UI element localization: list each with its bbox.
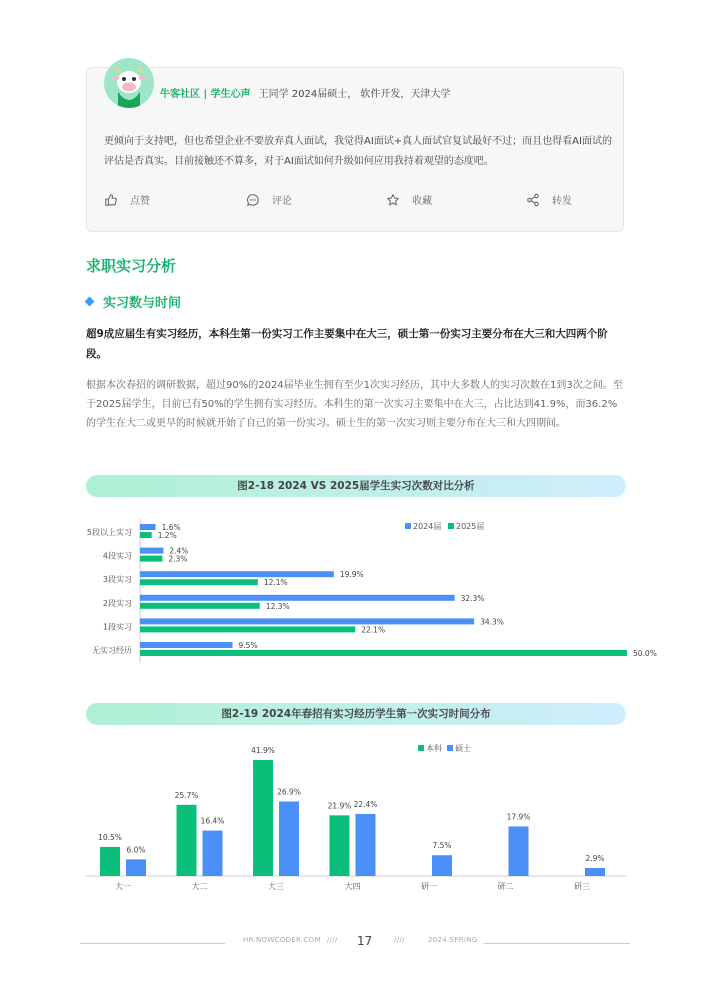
chart1-value-label: 12.3% xyxy=(265,601,290,611)
footer-rule-right xyxy=(484,943,630,944)
footer-edition: 2024 SPRING xyxy=(428,936,478,944)
chart1-value-label: 1.2% xyxy=(157,531,177,540)
chart2-bar xyxy=(330,815,350,876)
chart2-bar xyxy=(356,814,376,876)
comment-icon xyxy=(246,193,260,207)
lead-paragraph: 超9成应届生有实习经历，本科生第一份实习工作主要集中在大三，硕士第一份实习主要分布在大三和大四两个阶段。 xyxy=(86,328,608,360)
chart1-hbar xyxy=(0,515,710,665)
chart1-category-label: 2段实习 xyxy=(102,598,132,608)
chart2-value-label: 25.7% xyxy=(174,790,199,800)
chart1-bar xyxy=(140,626,355,632)
chart1-legend-label: 2024届 xyxy=(413,522,442,531)
chart2-value-label: 26.9% xyxy=(277,787,301,797)
chart1-value-label: 34.3% xyxy=(480,617,504,627)
chart2-category-label: 大三 xyxy=(268,882,284,891)
share-label: 转发 xyxy=(552,196,572,207)
chart2-category-label: 研一 xyxy=(421,882,437,891)
footer-slashes-left: //// xyxy=(327,936,338,944)
chart1-bar xyxy=(140,642,233,648)
comment-label: 评论 xyxy=(272,196,292,207)
footer-rule-left xyxy=(80,943,225,944)
chart1-bar xyxy=(140,571,334,577)
chart1-bar xyxy=(140,532,152,538)
chart1-bar xyxy=(140,524,156,530)
chart1-value-label: 22.1% xyxy=(361,625,386,635)
chart1-value-label: 1.6% xyxy=(161,523,181,532)
chart1-value-label: 2.4% xyxy=(169,546,189,556)
footer-site: HR.NOWCODER.COM xyxy=(243,936,321,944)
chart2-title: 图2-19 2024年春招有实习经历学生第一次实习时间分布 xyxy=(86,703,626,725)
chart2-vbar xyxy=(0,738,710,898)
chart2-category-label: 大四 xyxy=(344,882,361,891)
section-subtitle-text: 实习数与时间 xyxy=(103,296,182,311)
chart1-legend-swatch xyxy=(405,523,411,529)
chart1-category-label: 1段实习 xyxy=(102,622,132,632)
chart1-category-label: 4段实习 xyxy=(102,551,132,561)
post-header xyxy=(160,85,450,100)
chart2-category-label: 研三 xyxy=(574,882,590,891)
chart1-value-label: 12.1% xyxy=(263,578,288,588)
chart2-value-label: 17.9% xyxy=(506,812,531,822)
chart1-category-label: 3段实习 xyxy=(102,575,132,585)
chart2-legend-swatch xyxy=(418,745,424,751)
chart2-bar xyxy=(126,859,146,876)
chart2-category-label: 大一 xyxy=(115,882,131,891)
chart1-value-label: 2.3% xyxy=(168,554,188,564)
chart1-value-label: 32.3% xyxy=(460,593,485,603)
star-icon xyxy=(386,193,400,207)
post-brand: 牛客社区 | 学生心声 xyxy=(160,89,251,100)
chart2-value-label: 2.9% xyxy=(585,853,605,863)
chart1-bar xyxy=(140,548,163,554)
footer-slashes-right: //// xyxy=(394,936,405,944)
section-title: 求职实习分析 xyxy=(86,257,177,275)
like-label: 点赞 xyxy=(130,196,150,207)
favorite-button[interactable] xyxy=(386,192,432,207)
chart2-value-label: 22.4% xyxy=(353,799,378,809)
avatar xyxy=(104,58,154,108)
diamond-bullet-icon xyxy=(85,297,95,307)
chart1-bar xyxy=(140,556,162,562)
chart2-bar xyxy=(432,855,452,876)
share-icon xyxy=(526,193,540,207)
chart1-value-label: 9.5% xyxy=(238,641,258,650)
chart2-value-label: 10.5% xyxy=(98,832,122,842)
chart2-category-label: 研二 xyxy=(497,882,514,891)
favorite-label: 收藏 xyxy=(412,196,432,207)
chart2-value-label: 16.4% xyxy=(200,816,225,826)
chart1-bar xyxy=(140,650,627,656)
thumbs-up-icon xyxy=(104,193,118,207)
chart1-title: 图2-18 2024 VS 2025届学生实习次数对比分析 xyxy=(86,475,626,497)
chart2-value-label: 7.5% xyxy=(432,841,452,851)
chart1-legend-label: 2025届 xyxy=(456,522,485,531)
chart1-bar xyxy=(140,618,474,624)
chart2-bar xyxy=(509,826,529,876)
cow-mascot-icon xyxy=(104,58,154,108)
chart1-bar xyxy=(140,603,260,609)
like-button[interactable] xyxy=(104,192,150,207)
chart1-value-label: 19.9% xyxy=(339,570,364,580)
section-subtitle xyxy=(86,292,181,311)
chart1-value-label: 50.0% xyxy=(633,649,657,658)
chart2-bar xyxy=(100,847,120,876)
share-button[interactable] xyxy=(526,192,572,207)
chart2-value-label: 6.0% xyxy=(126,845,146,855)
chart2-bar xyxy=(253,760,273,876)
post-actions xyxy=(104,192,624,208)
chart1-legend-swatch xyxy=(448,523,454,529)
chart1-category-label: 5段以上实习 xyxy=(86,528,132,537)
chart1-bar xyxy=(140,595,455,601)
chart1-category-label: 无实习经历 xyxy=(92,646,132,655)
chart2-bar xyxy=(203,831,223,876)
chart2-legend-label: 硕士 xyxy=(455,744,471,753)
chart2-value-label: 41.9% xyxy=(251,745,275,755)
chart2-legend-label: 本科 xyxy=(426,744,442,753)
chart1-bar xyxy=(140,579,258,585)
post-quote: 更倾向于支持吧，但也希望企业不要放弃真人面试，我觉得AI面试+真人面试官复试最好不过；而且也得看AI面试的评估是否真实。目前接触还不算多，对于AI面试如何升级如何应用我持着观望的态度吧。 xyxy=(104,136,612,167)
page-number: 17 xyxy=(357,934,373,948)
body-paragraph: 根据本次春招的调研数据，超过90%的2024届毕业生拥有至少1次实习经历，其中大多数人的实习次数在1到3次之间。至于2025届学生，目前已有50%的学生拥有实习经历。本科生的第一次实习主要集中在大三，占比达到41.9%，而36.2%的学生在大二或更早的时候就开始了自己的第一份实习。硕士生的第一次实习则主要分布在大三和大四期间。 xyxy=(86,380,623,429)
chart2-bar xyxy=(585,868,605,876)
post-author-meta: 王同学 2024届硕士， 软件开发，天津大学 xyxy=(258,89,451,100)
chart2-category-label: 大二 xyxy=(191,882,208,891)
comment-button[interactable] xyxy=(246,192,292,207)
chart2-value-label: 21.9% xyxy=(327,801,352,811)
chart2-bar xyxy=(177,805,197,876)
chart2-legend-swatch xyxy=(447,745,453,751)
chart2-bar xyxy=(279,801,299,876)
